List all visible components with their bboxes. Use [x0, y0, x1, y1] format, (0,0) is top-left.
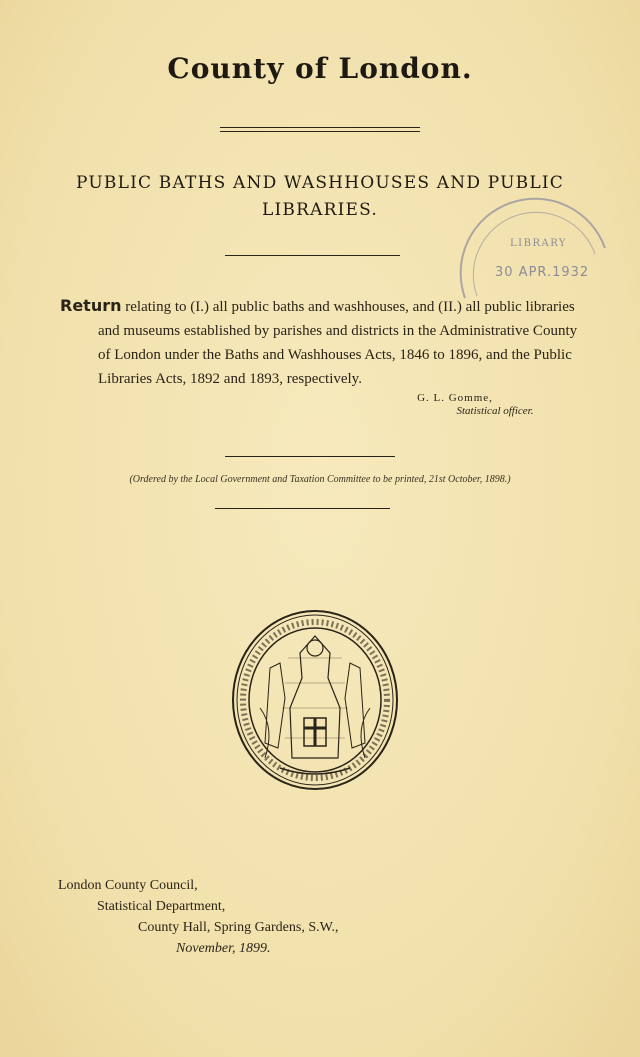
signatory-name: G. L. Gomme, — [417, 392, 493, 404]
return-line-1: relating to (I.) all public baths and washhouses, and (II.) all public libraries — [125, 299, 575, 315]
footer-address: County Hall, Spring Gardens, S.W., — [138, 920, 339, 935]
return-line-3: of London under the Baths and Washhouses Acts, 1846 to 1896, and the Public — [98, 347, 572, 363]
return-line-2: and museums established by parishes and districts in the Administrative County — [98, 323, 578, 339]
signatory-title: Statistical officer. — [456, 405, 534, 417]
return-paragraph — [60, 294, 578, 391]
heading-line-1: PUBLIC BATHS AND WASHHOUSES AND PUBLIC — [76, 173, 564, 193]
return-line-4: Libraries Acts, 1892 and 1893, respectively. — [98, 371, 362, 387]
ordered-rule-top — [225, 456, 395, 457]
ordered-rule-bottom — [215, 508, 390, 509]
footer-date: November, 1899. — [176, 941, 271, 956]
heading-rule — [225, 255, 400, 256]
heading-line-2: LIBRARIES. — [262, 200, 378, 220]
footer-department: Statistical Department, — [97, 899, 226, 914]
document-title: County of London. — [167, 52, 473, 85]
title-rule-bottom — [220, 131, 420, 132]
stamp-date: 30 APR.1932 — [495, 265, 590, 280]
stamp-library-label: LIBRARY — [510, 238, 568, 249]
ordered-note: (Ordered by the Local Government and Taxation Committee to be printed, 21st October, 1898.) — [129, 474, 511, 485]
title-rule-top — [220, 127, 420, 128]
council-seal-emblem — [230, 608, 400, 792]
footer-council: London County Council, — [58, 878, 198, 893]
return-lead-word: Return — [60, 296, 122, 315]
